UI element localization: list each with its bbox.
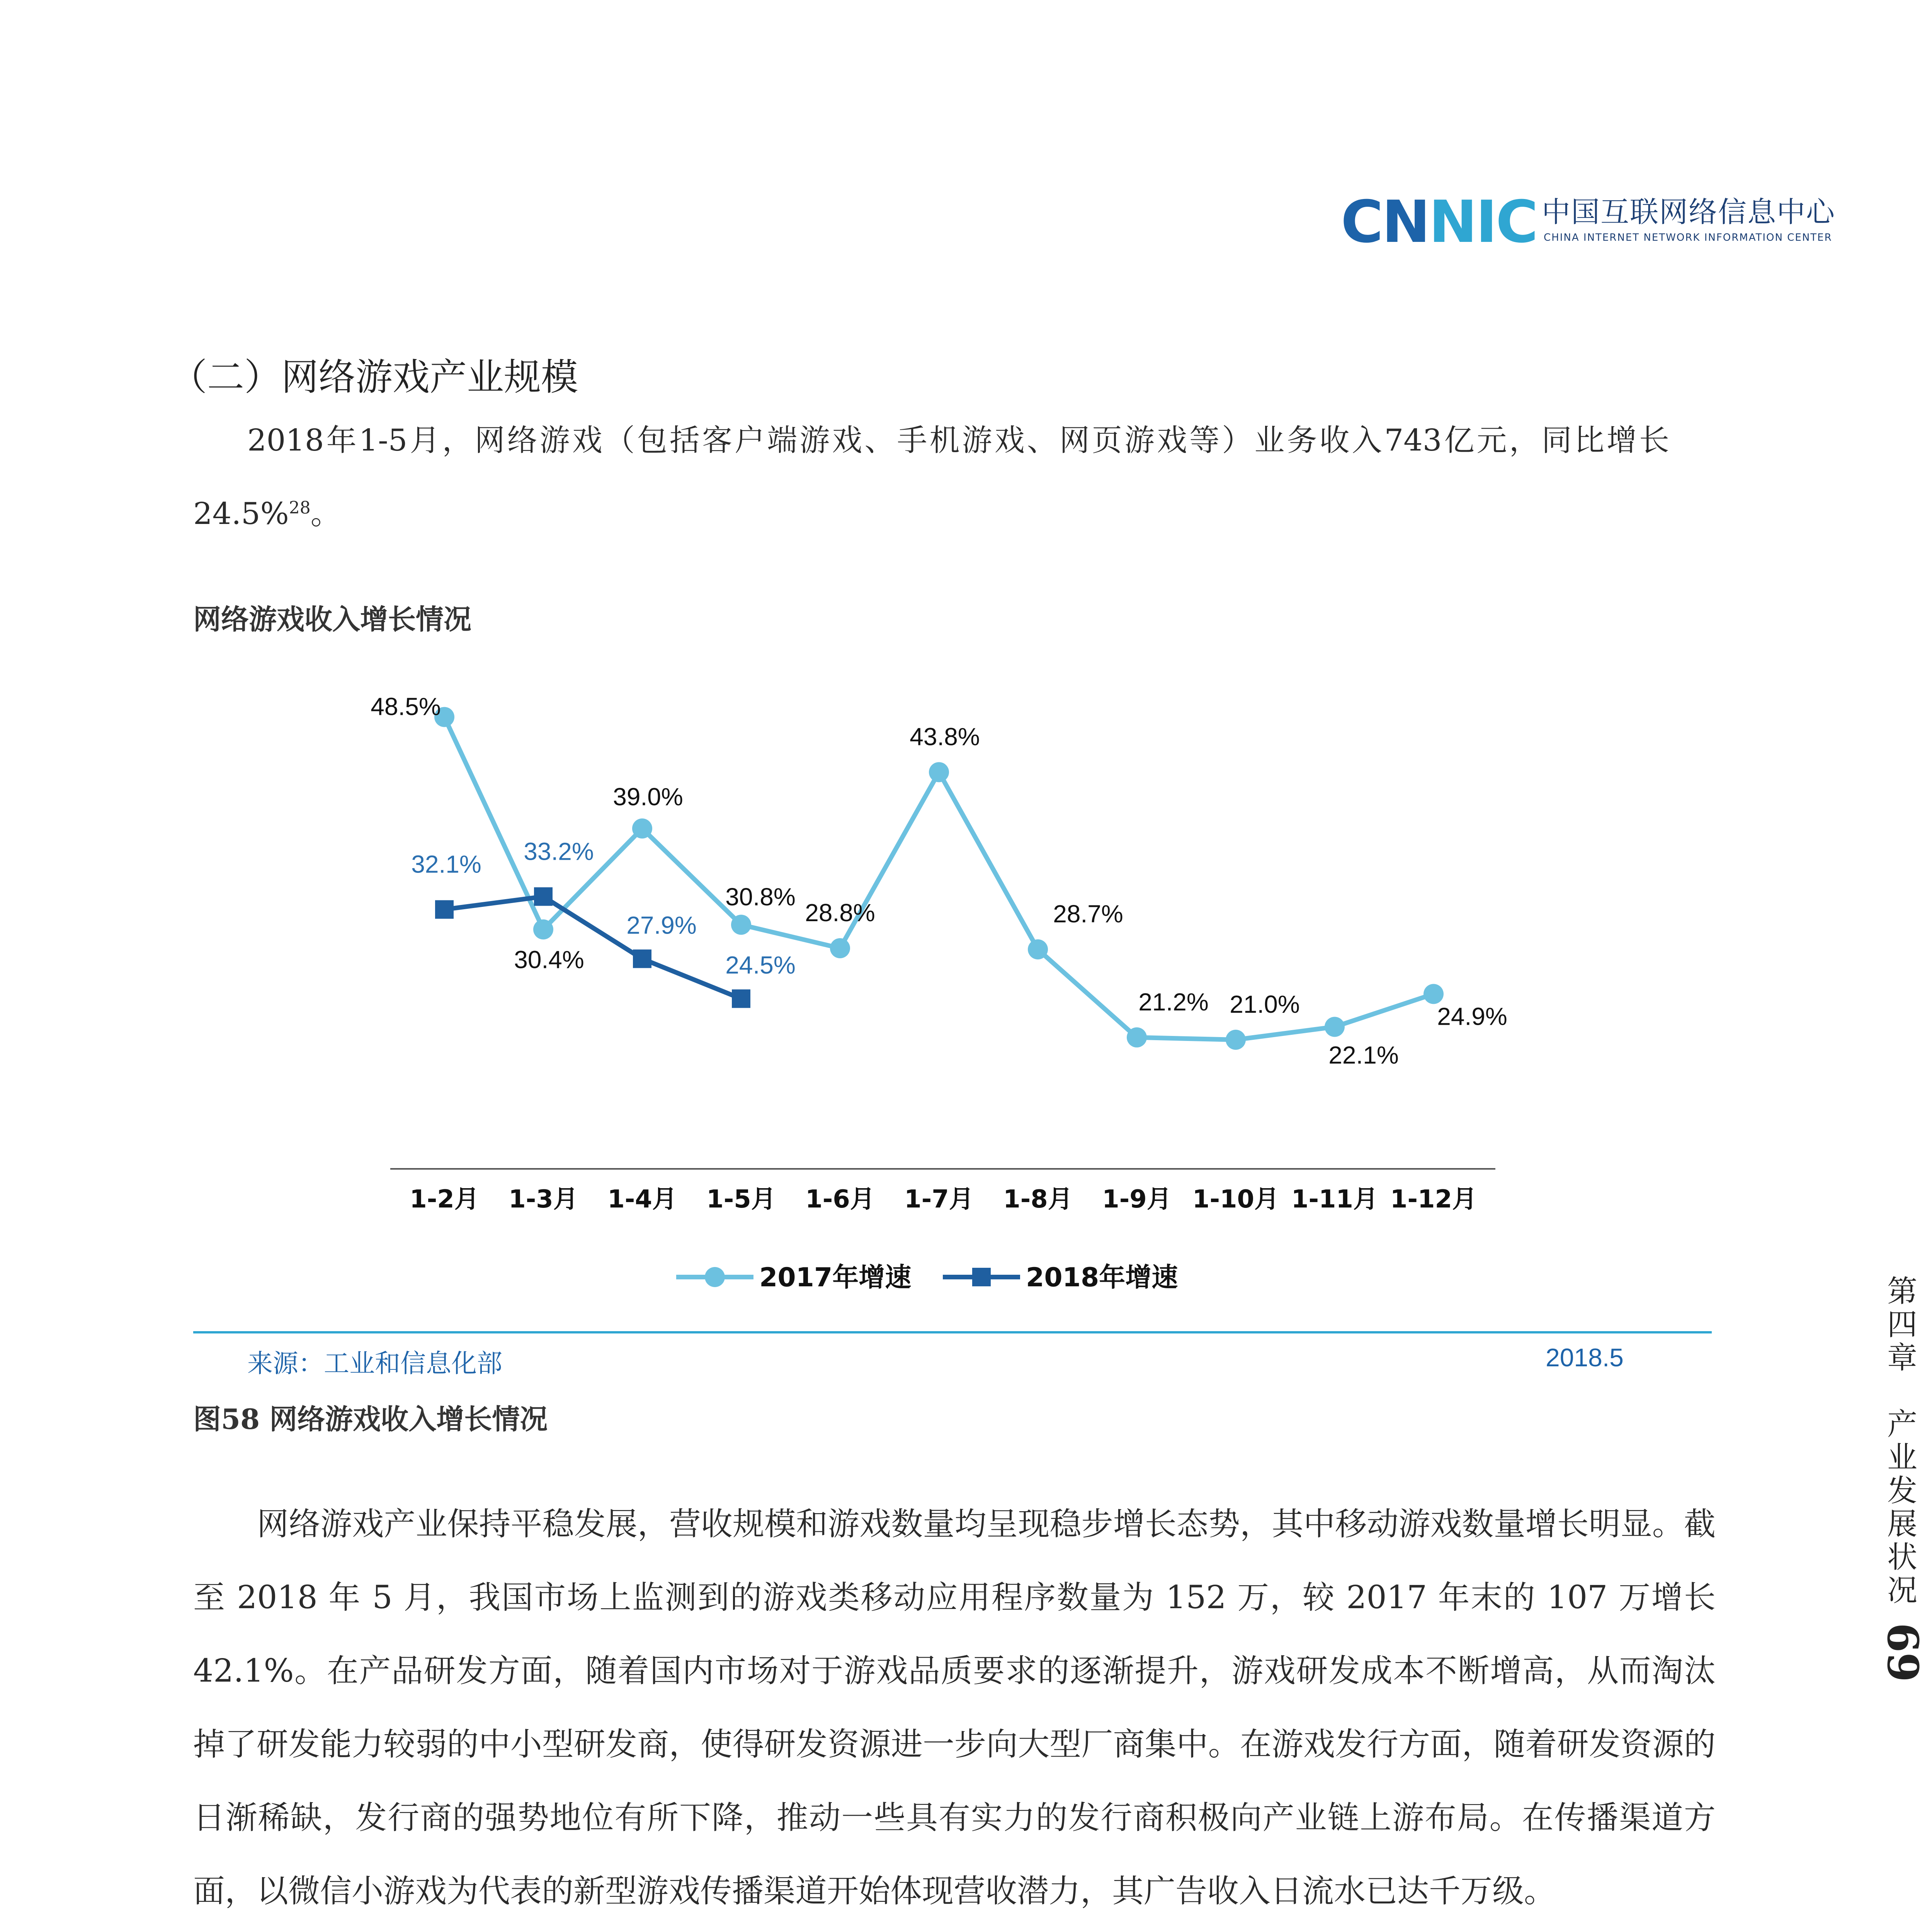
- data-label: 21.0%: [1230, 990, 1300, 1018]
- data-label: 33.2%: [524, 837, 594, 866]
- x-tick-labels: [410, 1185, 1477, 1214]
- body-paragraph: 网络游戏产业保持平稳发展，营收规模和游戏数量均呈现稳步增长态势，其中移动游戏数量增长明显。截至 2018 年 5 月，我国市场上监测到的游戏类移动应用程序数量为 152 万，较 2017 年末的 107 万增长 42.1%。在产品研发方面，随着国内市场对于游戏品质要求的逐渐提升，游戏研发成本不断增高，从而淘汰掉了研发能力较弱的中小型研发商，使得研发资源进一步向大型厂商集中。在游戏发行方面，随着研发资源的日渐稀缺，发行商的强势地位有所下降，推动一些具有实力的发行商积极向产业链上游布局。在传播渠道方面，以微信小游戏为代表的新型游戏传播渠道开始体现营收潜力，其广告收入日流水已达千万级。: [193, 1506, 1716, 1910]
- legend-item: [943, 1262, 1178, 1293]
- logo-text-b: NIC: [1429, 189, 1537, 256]
- x-tick-label: 1-5月: [706, 1185, 776, 1214]
- x-tick-label: 1-4月: [607, 1185, 677, 1214]
- x-tick-label: 1-11月: [1291, 1185, 1378, 1214]
- logo-text-a: CN: [1341, 189, 1429, 256]
- data-point: [1423, 984, 1444, 1004]
- data-point: [1028, 939, 1048, 959]
- x-tick-label: 1-7月: [904, 1185, 974, 1214]
- x-tick-label: 1-3月: [509, 1185, 578, 1214]
- data-point: [732, 990, 750, 1008]
- source-label: 来源：工业和信息化部: [247, 1349, 502, 1378]
- x-tick-label: 1-10月: [1192, 1185, 1279, 1214]
- data-point: [830, 938, 850, 958]
- data-label: 27.9%: [626, 911, 697, 939]
- source-rule: [193, 1331, 1712, 1333]
- figure-caption: 图58 网络游戏收入增长情况: [193, 1403, 548, 1435]
- section-title: （二）网络游戏产业规模: [170, 355, 578, 399]
- side-chapter-title: 产业发展状况: [1882, 1408, 1917, 1607]
- legend-label: 2017年增速: [759, 1262, 912, 1293]
- source-date: 2018.5: [1546, 1343, 1624, 1372]
- data-point: [1127, 1027, 1147, 1048]
- data-point: [1226, 1030, 1246, 1050]
- data-point: [929, 762, 949, 782]
- x-tick-label: 1-9月: [1102, 1185, 1172, 1214]
- legend-item: [676, 1262, 911, 1293]
- x-tick-label: 1-6月: [805, 1185, 875, 1214]
- org-name-cn: 中国互联网络信息中心: [1542, 196, 1835, 229]
- data-point: [1325, 1017, 1345, 1037]
- side-chapter-label: 第四章: [1882, 1275, 1917, 1375]
- intro-tail: 。: [310, 497, 341, 531]
- data-labels: [371, 693, 1507, 1069]
- cnnic-logo: [1341, 189, 1537, 256]
- data-label: 43.8%: [910, 723, 980, 751]
- data-point: [533, 919, 553, 939]
- data-label: 28.7%: [1053, 900, 1123, 928]
- series-line: [444, 896, 741, 998]
- x-tick-label: 1-2月: [410, 1185, 479, 1214]
- side-chapter: [1878, 1275, 1921, 1607]
- data-label: 30.4%: [514, 946, 584, 974]
- data-point: [534, 887, 553, 906]
- intro-text: 2018年1-5月，网络游戏（包括客户端游戏、手机游戏、网页游戏等）业务收入743亿元，同比增长24.5%: [193, 423, 1669, 531]
- data-point: [632, 818, 652, 838]
- data-label: 28.8%: [805, 898, 875, 927]
- intro-paragraph: [139, 404, 1669, 551]
- data-label: 30.8%: [725, 883, 796, 911]
- data-label: 39.0%: [613, 783, 683, 811]
- legend-swatch-marker: [705, 1267, 725, 1287]
- legend-swatch-marker: [972, 1268, 991, 1286]
- chart-legend: [676, 1262, 1178, 1293]
- data-point: [633, 949, 651, 968]
- data-label: 22.1%: [1328, 1041, 1399, 1069]
- page-number: 69: [1878, 1623, 1928, 1682]
- org-name-en: CHINA INTERNET NETWORK INFORMATION CENTER: [1544, 232, 1832, 243]
- legend-label: 2018年增速: [1026, 1262, 1178, 1293]
- data-label: 21.2%: [1138, 988, 1209, 1016]
- x-tick-label: 1-8月: [1003, 1185, 1073, 1214]
- footnote-ref: 28: [289, 498, 311, 518]
- data-label: 24.5%: [725, 951, 796, 979]
- data-label: 24.9%: [1437, 1002, 1507, 1031]
- x-tick-label: 1-12月: [1390, 1185, 1477, 1214]
- data-label: 48.5%: [371, 692, 441, 721]
- chart-heading: 网络游戏收入增长情况: [193, 603, 472, 636]
- data-point: [435, 900, 454, 919]
- data-label: 32.1%: [411, 850, 481, 878]
- line-chart: [340, 657, 1557, 1314]
- data-point: [731, 915, 751, 935]
